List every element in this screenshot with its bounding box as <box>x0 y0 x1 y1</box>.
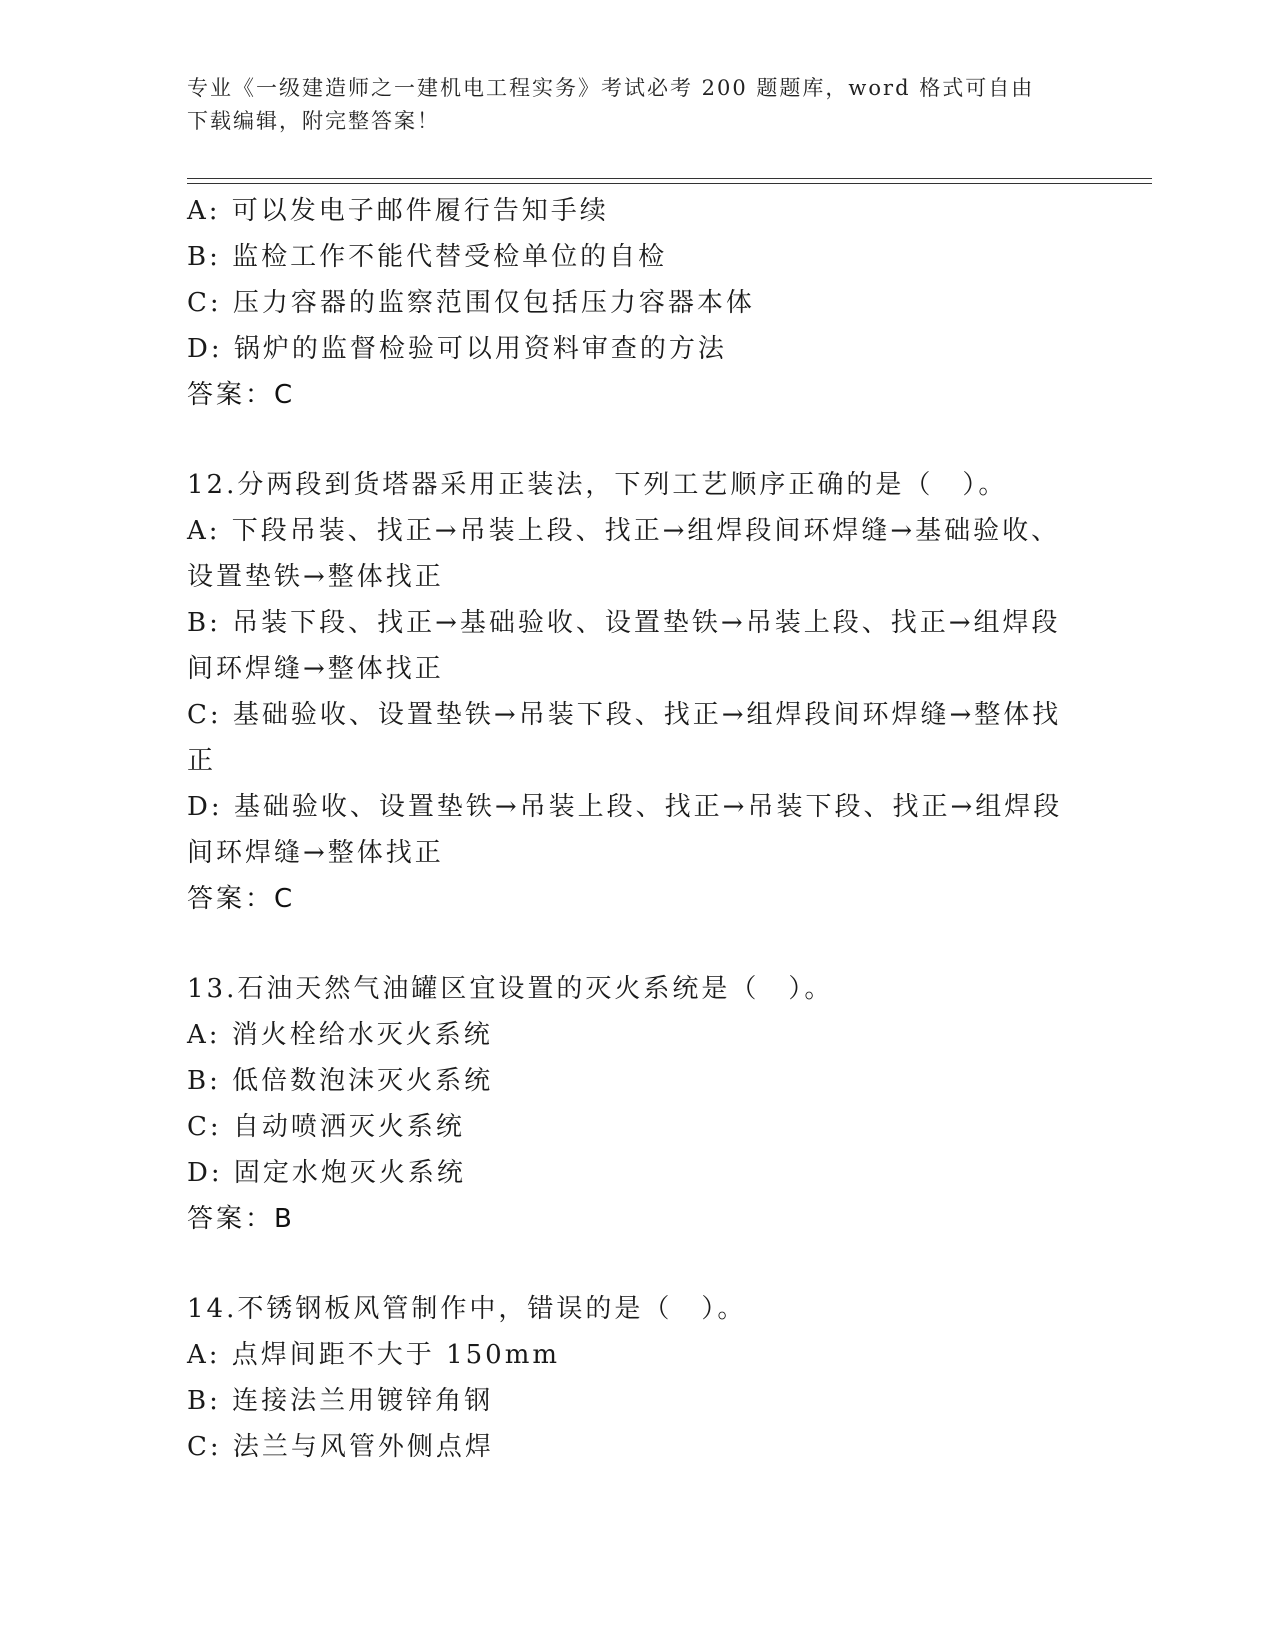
header-divider-bottom <box>187 183 1152 184</box>
option-b: B: 吊装下段、找正→基础验收、设置垫铁→吊装上段、找正→组焊段 <box>187 608 1061 638</box>
option-b: B: 连接法兰用镀锌角钢 <box>187 1386 494 1416</box>
question-11 <box>187 188 1087 418</box>
answer: 答案：C <box>187 380 296 410</box>
document-body <box>187 188 1087 1470</box>
question-12 <box>187 462 1087 922</box>
option-a: A: 可以发电子邮件履行告知手续 <box>187 196 609 226</box>
question-text: 13.石油天然气油罐区宜设置的灭火系统是（ ）。 <box>187 974 834 1004</box>
option-b: B: 监检工作不能代替受检单位的自检 <box>187 242 668 272</box>
option-d: D: 基础验收、设置垫铁→吊装上段、找正→吊装下段、找正→组焊段 <box>187 792 1063 822</box>
header-line-2: 下载编辑，附完整答案！ <box>187 109 440 133</box>
option-a: A: 下段吊装、找正→吊装上段、找正→组焊段间环焊缝→基础验收、 <box>187 516 1061 546</box>
option-d-continued: 间环焊缝→整体找正 <box>187 838 444 868</box>
question-text: 12.分两段到货塔器采用正装法，下列工艺顺序正确的是（ ）。 <box>187 470 1008 500</box>
option-d: D: 锅炉的监督检验可以用资料审查的方法 <box>187 334 727 364</box>
answer: 答案：C <box>187 884 296 914</box>
document-header <box>187 72 1087 138</box>
header-line-1: 专业《一级建造师之一建机电工程实务》考试必考 200 题题库，word 格式可自由 <box>187 76 1035 100</box>
option-a: A: 点焊间距不大于 150mm <box>187 1340 561 1370</box>
option-d: D: 固定水炮灭火系统 <box>187 1158 466 1188</box>
option-a-continued: 设置垫铁→整体找正 <box>187 562 444 592</box>
question-text: 14.不锈钢板风管制作中，错误的是（ ）。 <box>187 1294 747 1324</box>
option-c: C: 自动喷洒灭火系统 <box>187 1112 465 1142</box>
option-c: C: 法兰与风管外侧点焊 <box>187 1432 494 1462</box>
option-a: A: 消火栓给水灭火系统 <box>187 1020 493 1050</box>
option-c: C: 基础验收、设置垫铁→吊装下段、找正→组焊段间环焊缝→整体找 <box>187 700 1062 730</box>
option-c-continued: 正 <box>187 746 217 776</box>
option-b-continued: 间环焊缝→整体找正 <box>187 654 444 684</box>
header-divider-top <box>187 178 1152 179</box>
answer: 答案：B <box>187 1204 295 1234</box>
option-c: C: 压力容器的监察范围仅包括压力容器本体 <box>187 288 755 318</box>
option-b: B: 低倍数泡沫灭火系统 <box>187 1066 494 1096</box>
question-14 <box>187 1286 1087 1470</box>
question-13 <box>187 966 1087 1242</box>
